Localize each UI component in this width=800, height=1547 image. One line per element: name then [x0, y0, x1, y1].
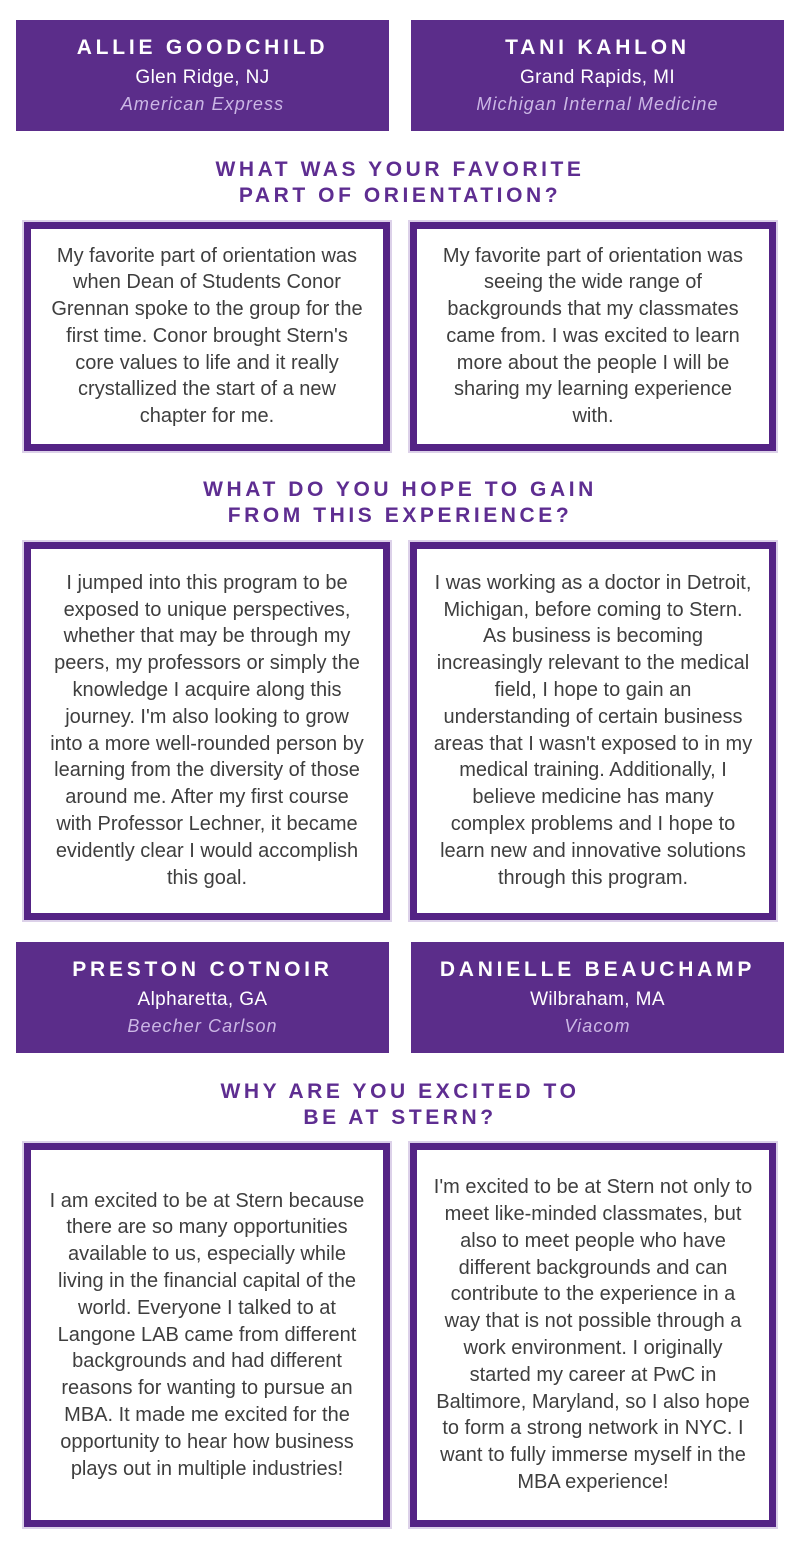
- answer-text: I was working as a doctor in Detroit, Michigan, before coming to Stern. As business is becoming increasingly relevant to the medical field, I hope to gain an understanding of certain business areas that I wasn't exposed to in my medical training. Additionally, I believe medicine has many complex problems and I hope to learn new and innovative solutions through this program.: [433, 571, 753, 889]
- profile-location: Alpharetta, GA: [137, 988, 268, 1010]
- answer-box-tani-orientation: [410, 222, 776, 452]
- question-heading-favorite-orientation: [16, 157, 784, 210]
- heading-line: WHAT DO YOU HOPE TO GAIN: [203, 478, 597, 502]
- profile-location: Grand Rapids, MI: [520, 67, 675, 88]
- profile-plate-tani-kahlon: [411, 20, 784, 131]
- answer-box-preston-excited: [24, 1143, 390, 1527]
- answers-row-2: [16, 542, 784, 920]
- profile-company: Michigan Internal Medicine: [476, 94, 719, 114]
- profile-company: Viacom: [564, 1015, 631, 1036]
- question-heading-excited-stern: [16, 1079, 784, 1132]
- profile-plates-top: [16, 20, 784, 131]
- answer-box-tani-gain: [410, 542, 776, 920]
- profile-name: DANIELLE BEAUCHAMP: [439, 957, 756, 981]
- profile-name: TANI KAHLON: [505, 36, 690, 59]
- heading-line: WHY ARE YOU EXCITED TO: [220, 1079, 580, 1103]
- answers-row-1: [16, 222, 784, 452]
- answer-box-danielle-excited: [410, 1143, 776, 1527]
- answers-row-3: [16, 1143, 784, 1527]
- answer-text: My favorite part of orientation was when Dean of Students Conor Grennan spoke to the group for the first time. Conor brought Stern's core values to life and it really crystallized the start of a new chapter for me.: [51, 244, 363, 428]
- answer-box-allie-orientation: [24, 222, 390, 452]
- question-heading-hope-to-gain: [16, 477, 784, 530]
- heading-line: WHAT WAS YOUR FAVORITE: [215, 158, 585, 181]
- answer-text: I am excited to be at Stern because there are so many opportunities available to us, especially while living in the financial capital of the world. Everyone I talked to at Langone LAB came from different backgrounds and had different reasons for wanting to pursue an MBA. It made me excited for the opportunity to hear how business plays out in multiple industries!: [49, 1189, 365, 1480]
- profile-location: Glen Ridge, NJ: [135, 67, 270, 88]
- profile-plate-danielle-beauchamp: [411, 942, 784, 1053]
- profile-location: Wilbraham, MA: [530, 988, 665, 1010]
- profile-plate-allie-goodchild: [16, 20, 389, 131]
- answer-box-allie-gain: [24, 542, 390, 920]
- profile-name: PRESTON COTNOIR: [72, 957, 333, 981]
- heading-line: BE AT STERN?: [303, 1105, 497, 1129]
- heading-line: FROM THIS EXPERIENCE?: [227, 504, 573, 528]
- answer-text: My favorite part of orientation was seeing the wide range of backgrounds that my classmates came from. I was excited to learn more about the people I will be sharing my learning experience with.: [442, 244, 744, 428]
- profile-name: ALLIE GOODCHILD: [76, 36, 329, 59]
- profile-plate-preston-cotnoir: [16, 942, 389, 1053]
- profile-company: American Express: [120, 94, 285, 114]
- profile-plates-bottom: [16, 942, 784, 1053]
- profile-company: Beecher Carlson: [127, 1015, 278, 1036]
- heading-line: PART OF ORIENTATION?: [238, 184, 562, 208]
- answer-text: I'm excited to be at Stern not only to meet like-minded classmates, but also to meet people who have different backgrounds and can contribute to the experience in a way that is not possible through a work environment. I originally started my career at PwC in Baltimore, Maryland, so I also hope to form a strong network in NYC. I want to fully immerse myself in the MBA experience!: [433, 1176, 753, 1494]
- answer-text: I jumped into this program to be exposed to unique perspectives, whether that may be through my peers, my professors or simply the knowledge I acquire along this journey. I'm also looking to grow into a more well-rounded person by learning from the diversity of those around me. After my first course with Professor Lechner, it became evidently clear I would accomplish this goal.: [50, 571, 364, 889]
